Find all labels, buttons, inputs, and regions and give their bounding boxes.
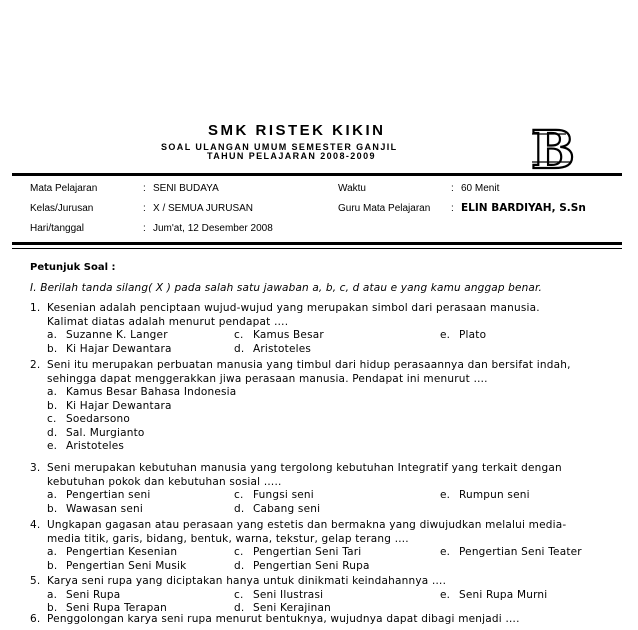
option-text: Rumpun seni — [459, 489, 530, 501]
option-e[interactable] — [440, 329, 486, 343]
question-text-continued: Kalimat diatas adalah menurut pendapat …. — [47, 315, 289, 328]
question-text: Seni itu merupakan perbuatan manusia yang timbul dari hidup perasaannya dan bersifat indah, — [47, 359, 571, 371]
option-text: Pengertian Seni Teater — [459, 546, 582, 558]
option-e[interactable] — [440, 546, 582, 560]
logo-letter: B — [531, 124, 575, 172]
option-row — [47, 489, 620, 503]
option-row — [47, 503, 620, 517]
option-text: Pengertian Kesenian — [66, 546, 178, 558]
option-letter: e. — [440, 489, 451, 501]
option-text: Cabang seni — [253, 502, 321, 515]
option-c[interactable] — [234, 489, 314, 503]
question-text-continued: sehingga dapat menggerakkan jiwa perasaan manusia. Pendapat ini menurut …. — [47, 372, 488, 385]
option-letter: c. — [47, 413, 57, 425]
option-letter: b. — [47, 399, 58, 412]
question-4 — [30, 519, 620, 573]
option-row — [47, 329, 620, 343]
question-number: 4. — [30, 519, 41, 531]
question-1 — [30, 302, 620, 356]
subject-label: Mata Pelajaran — [30, 183, 98, 194]
option-text: Wawasan seni — [66, 502, 143, 515]
option-text: Seni Kerajinan — [253, 602, 331, 614]
option-text: Soedarsono — [66, 413, 130, 425]
question-5 — [30, 575, 620, 616]
option-row — [47, 589, 620, 603]
question-number: 5. — [30, 575, 41, 587]
teacher-value: ELIN BARDIYAH, S.Sn — [461, 202, 586, 214]
subject-value: SENI BUDAYA — [153, 183, 219, 194]
option-text: Kamus Besar — [253, 329, 324, 341]
option-letter: d. — [234, 559, 245, 572]
option-d[interactable] — [234, 560, 370, 574]
option-text: Ki Hajar Dewantara — [66, 342, 172, 355]
option-text: Suzanne K. Langer — [66, 329, 168, 341]
option-letter: b. — [47, 502, 58, 515]
option-b[interactable] — [47, 400, 620, 414]
question-number: 1. — [30, 302, 41, 314]
question-number: 6. — [30, 613, 41, 625]
exam-info: Mata Pelajaran : SENI BUDAYA Kelas/Jurusan : X / SEMUA JURUSAN Hari/tanggal : Jum'at, 12 Desember 2008 Waktu : 60 Menit Guru Mata Pelajaran : ELIN BARDIYAH, S.Sn — [30, 183, 586, 234]
option-d[interactable] — [234, 343, 311, 357]
option-c[interactable] — [234, 589, 323, 603]
option-text: Aristoteles — [253, 342, 312, 355]
option-text: Seni Rupa — [66, 588, 121, 601]
option-text: Pengertian Seni Tari — [253, 546, 362, 558]
time-value: 60 Menit — [461, 183, 500, 194]
option-b[interactable] — [47, 503, 143, 517]
option-letter: a. — [47, 386, 58, 398]
option-text: Fungsi seni — [253, 489, 314, 501]
option-letter: d. — [234, 342, 245, 355]
option-c[interactable] — [47, 413, 620, 427]
option-letter: a. — [47, 588, 58, 601]
question-text-continued: kebutuhan pokok dan kebutuhan sosial ….. — [47, 475, 282, 488]
option-text: Seni Ilustrasi — [253, 588, 324, 601]
option-letter: c. — [234, 588, 244, 601]
option-row — [47, 343, 620, 357]
option-letter: d. — [234, 602, 245, 614]
exam-title: SOAL ULANGAN UMUM SEMESTER GANJIL — [161, 142, 398, 152]
option-text: Pengertian seni — [66, 489, 151, 501]
date-label: Hari/tanggal — [30, 223, 84, 234]
question-3 — [30, 462, 620, 516]
header-rule-bottom — [12, 242, 622, 245]
option-row — [47, 546, 620, 560]
option-c[interactable] — [234, 546, 361, 560]
question-text: Ungkapan gagasan atau perasaan yang estetis dan bermakna yang diwujudkan melalui media- — [47, 519, 567, 531]
option-b[interactable] — [47, 343, 172, 357]
option-text: Seni Rupa Murni — [459, 588, 548, 601]
option-text: Pengertian Seni Musik — [66, 559, 187, 572]
option-letter: c. — [234, 489, 244, 501]
option-letter: d. — [47, 426, 58, 439]
option-a[interactable] — [47, 546, 177, 560]
option-letter: b. — [47, 602, 58, 614]
option-letter: c. — [234, 546, 244, 558]
option-letter: a. — [47, 329, 58, 341]
option-letter: e. — [440, 588, 451, 601]
question-6 — [30, 613, 620, 627]
option-letter: c. — [234, 329, 244, 341]
option-letter: e. — [440, 546, 451, 558]
option-a[interactable] — [47, 589, 120, 603]
time-label: Waktu — [338, 183, 366, 194]
school-name: SMK RISTEK KIKIN — [208, 122, 386, 139]
option-d[interactable] — [47, 427, 620, 441]
option-a[interactable] — [47, 386, 620, 400]
option-text: Plato — [459, 329, 487, 341]
teacher-label: Guru Mata Pelajaran — [338, 203, 431, 214]
option-b[interactable] — [47, 560, 186, 574]
question-number: 3. — [30, 462, 41, 474]
question-number: 2. — [30, 359, 41, 371]
question-text: Seni merupakan kebutuhan manusia yang tergolong kebutuhan Integratif yang terkait dengan — [47, 462, 562, 474]
option-e[interactable] — [440, 489, 530, 503]
option-text: Ki Hajar Dewantara — [66, 399, 172, 412]
instructions-title: Petunjuk Soal : — [30, 262, 116, 273]
class-value: X / SEMUA JURUSAN — [153, 203, 254, 214]
option-letter: b. — [47, 342, 58, 355]
option-letter: e. — [47, 440, 58, 452]
question-text: Penggolongan karya seni rupa menurut bentuknya, wujudnya dapat dibagi menjadi …. — [47, 613, 520, 625]
option-letter: d. — [234, 502, 245, 515]
question-text-continued: media titik, garis, bidang, bentuk, warna, tekstur, gelap terang …. — [47, 532, 409, 545]
question-2 — [30, 359, 620, 454]
question-text: Kesenian adalah penciptaan wujud-wujud yang merupakan simbol dari perasaan manusia. — [47, 302, 540, 314]
instructions-text: I. Berilah tanda silang( X ) pada salah satu jawaban a, b, c, d atau e yang kamu anggap benar. — [30, 282, 542, 294]
academic-year: TAHUN PELAJARAN 2008-2009 — [207, 151, 376, 161]
option-a[interactable] — [47, 489, 150, 503]
option-text: Aristoteles — [66, 440, 125, 452]
option-a[interactable] — [47, 329, 168, 343]
option-letter: b. — [47, 559, 58, 572]
option-c[interactable] — [234, 329, 324, 343]
option-letter: e. — [440, 329, 451, 341]
option-e[interactable] — [440, 589, 547, 603]
option-letter: a. — [47, 489, 58, 501]
option-letter: a. — [47, 546, 58, 558]
date-value: Jum'at, 12 Desember 2008 — [153, 223, 273, 234]
option-d[interactable] — [234, 503, 320, 517]
option-text: Pengertian Seni Rupa — [253, 559, 370, 572]
option-e[interactable] — [47, 440, 620, 454]
header-rule-bottom-thin — [12, 248, 622, 249]
option-text: Seni Rupa Terapan — [66, 602, 167, 614]
option-text: Sal. Murgianto — [66, 426, 145, 439]
option-row — [47, 560, 620, 574]
question-text: Karya seni rupa yang diciptakan hanya untuk dinikmati keindahannya …. — [47, 575, 447, 587]
option-text: Kamus Besar Bahasa Indonesia — [66, 386, 237, 398]
class-label: Kelas/Jurusan — [30, 203, 94, 214]
